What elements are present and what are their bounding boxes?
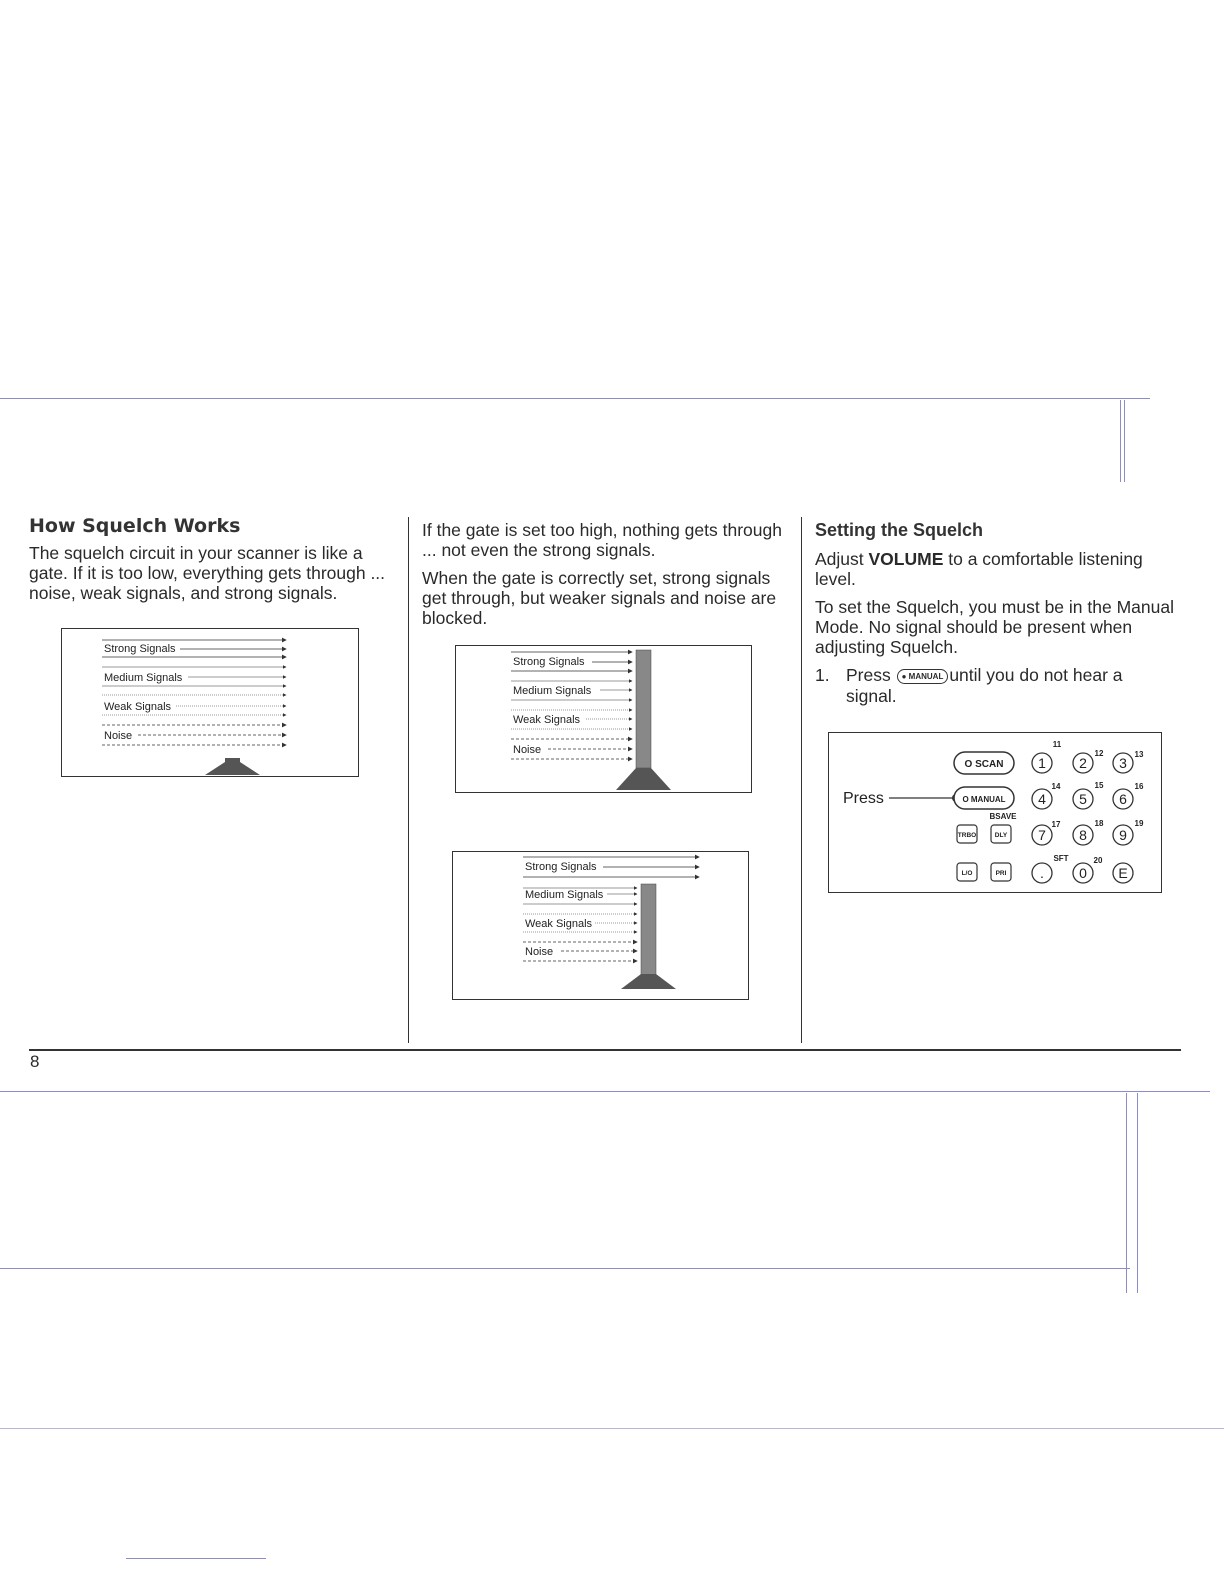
channel-number: 15 [1094,781,1104,790]
weak-signals-label: Weak Signals [525,918,593,930]
digit-key-label: 3 [1119,755,1127,771]
figure-gate-too-high [455,645,752,793]
strong-signals-label: Strong Signals [513,656,585,668]
medium-signals-label: Medium Signals [104,672,183,684]
volume-paragraph [815,549,1177,589]
gate-low [205,758,260,775]
dly-label: DLY [994,832,1008,839]
page-number: 8 [30,1052,40,1071]
weak-signals-label: Weak Signals [104,701,172,713]
column-divider-1 [408,517,409,1043]
scan-line-bottom [0,1428,1224,1429]
left-column [29,515,391,611]
channel-number: 20 [1093,856,1103,865]
digit-keys [1032,753,1133,883]
footer-rule [29,1049,1181,1051]
column-divider-2 [801,517,802,1043]
noise-label: Noise [513,744,542,756]
step-1 [815,665,1177,707]
digit-key-label: . [1040,865,1044,881]
channel-number: 19 [1134,819,1144,828]
figure-gate-too-low [61,628,359,777]
manual-button-icon: ● MANUAL [897,669,949,684]
digit-key-label: E [1118,865,1128,881]
keypad-figure [828,732,1162,893]
digit-key-label: 4 [1038,791,1046,807]
channel-number: 11 [1052,740,1062,749]
step-press-text: Press [846,665,891,685]
section-title: How Squelch Works [29,515,241,537]
step-suffix: until you do not hear a signal. [846,665,1123,706]
pri-label: PRI [995,870,1007,877]
digit-key-label: 9 [1119,827,1127,843]
gate-high-bar [636,650,651,768]
noise-label: Noise [525,946,554,958]
gate-too-high-paragraph: If the gate is set too high, nothing gets through ... not even the strong signals. [422,520,782,560]
channel-number: 18 [1094,819,1104,828]
digit-key-label: 8 [1079,827,1087,843]
gate-high-base [616,768,671,790]
digit-key-label: 7 [1038,827,1046,843]
figure-gate-correct [452,851,749,1000]
scan-mark-top [1120,400,1125,482]
intro-paragraph: The squelch circuit in your scanner is like a gate. If it is too low, everything gets through ... noise, weak signals, and strong signals. [29,543,386,603]
press-label: Press [843,790,884,807]
weak-signals-label: Weak Signals [513,714,581,726]
scan-line-top [0,398,1150,399]
digit-key-label: 1 [1038,755,1046,771]
scan-line-lower [0,1268,1130,1269]
scan-mark-bottom [1126,1093,1138,1293]
channel-number: 13 [1134,750,1144,759]
setting-squelch-title: Setting the Squelch [815,520,984,540]
manual-label: O MANUAL [962,795,1006,804]
strong-signals-label: Strong Signals [104,643,176,655]
scan-label: O SCAN [964,759,1004,770]
volume-keyword: VOLUME [868,549,944,569]
gate-correct-bar [641,884,656,982]
digit-key-label: 0 [1079,865,1087,881]
scan-line-middle [0,1091,1210,1092]
bsave-label: BSAVE [989,812,1017,821]
sft-label: SFT [1053,854,1069,863]
digit-key-label: 5 [1079,791,1087,807]
trbo-label: TRBO [957,832,977,839]
middle-column [422,520,784,636]
volume-prefix: Adjust [815,549,869,569]
volume-suffix: to a comfortable listening level. [815,549,1143,589]
medium-signals-label: Medium Signals [525,889,604,901]
strong-signals-label: Strong Signals [525,861,597,873]
channel-number: 17 [1051,820,1061,829]
lo-label: L/O [961,870,973,877]
gate-correct-base [621,974,676,989]
channel-number: 12 [1094,749,1104,758]
scan-line-short [126,1558,266,1559]
channel-number: 14 [1051,782,1061,791]
step-number: 1. [815,665,830,685]
digit-key-label: 6 [1119,791,1127,807]
manual-mode-paragraph: To set the Squelch, you must be in the Manual Mode. No signal should be present when adjusting Squelch. [815,597,1174,657]
channel-number: 16 [1134,782,1144,791]
right-column [815,520,1177,707]
medium-signals-label: Medium Signals [513,685,592,697]
gate-correct-paragraph: When the gate is correctly set, strong signals get through, but weaker signals and noise are blocked. [422,568,777,628]
noise-label: Noise [104,730,133,742]
digit-key-label: 2 [1079,755,1087,771]
